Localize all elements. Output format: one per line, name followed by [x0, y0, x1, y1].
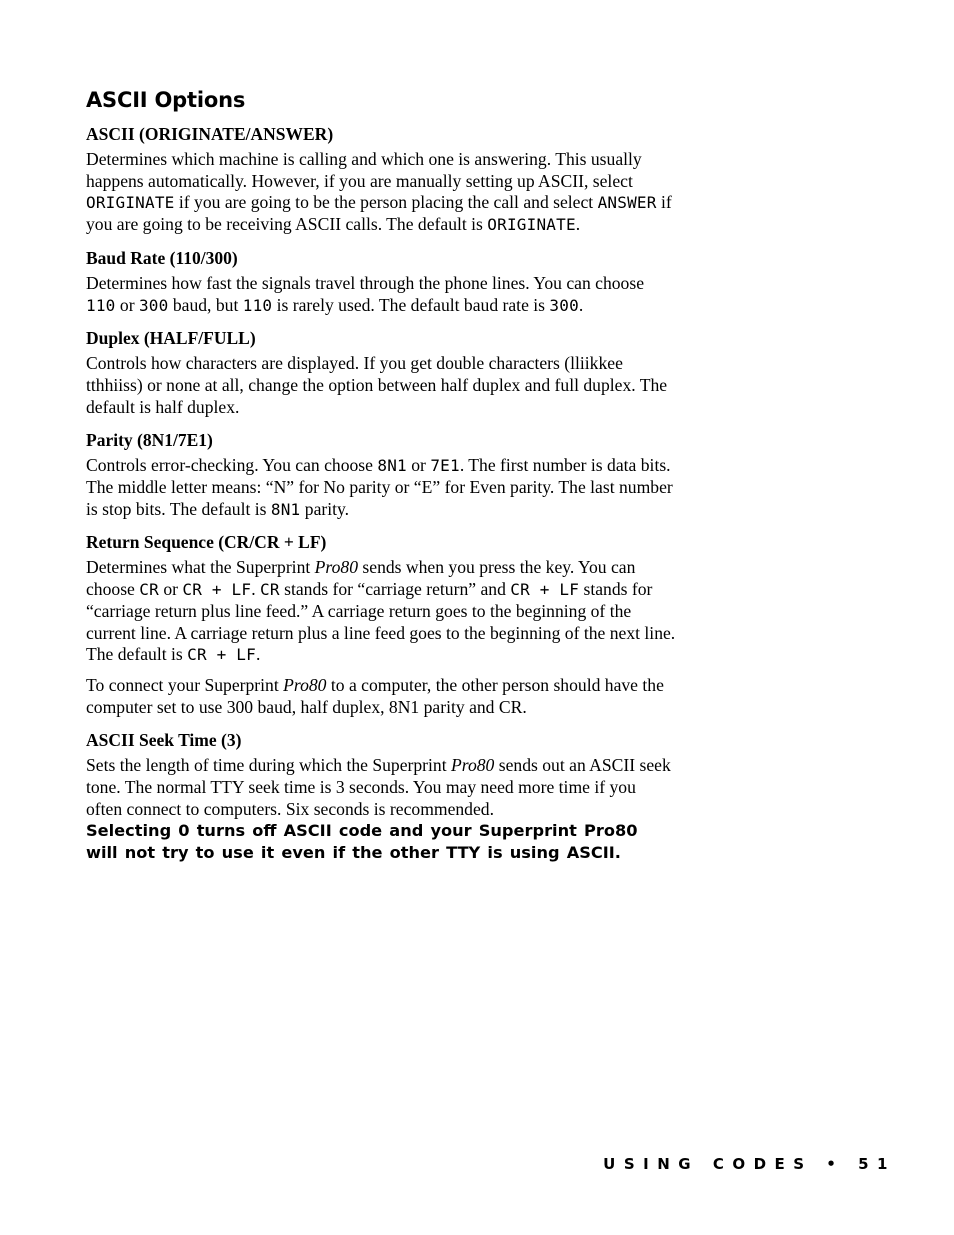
- option-code: ORIGINATE: [86, 193, 175, 213]
- section-body: Controls error-checking. You can choose 8N1 or 7E1. The first number is data bits. The middle letter means: “N” for No parity or “E” for Even parity. The last number is stop bits. The default is 8N1 parity.: [86, 455, 673, 519]
- option-code: CR: [139, 580, 159, 600]
- page-content: [86, 88, 676, 864]
- section-body: Determines which machine is calling and which one is answering. This usually happens automatically. However, if you are manually setting up ASCII, select ORIGINATE if you are going to be the person placing the call and select ANSWER if you are going to be receiving ASCII calls. The default is ORIGINATE.: [86, 149, 672, 235]
- product-name: Pro80: [451, 755, 495, 776]
- section-title: ASCII (ORIGINATE/ANSWER): [86, 124, 334, 144]
- option-code: 300: [138, 295, 169, 315]
- option-code: ORIGINATE: [487, 215, 576, 235]
- product-name: Pro80: [314, 557, 359, 578]
- option-code: ANSWER: [597, 193, 657, 213]
- section-body: Determines how fast the signals travel through the phone lines. You can choose 110 or 300 baud, but 110 is rarely used. The default baud rate is 300.: [86, 272, 644, 315]
- section-title: Baud Rate (110/300): [86, 247, 238, 268]
- option-code: 8N1: [377, 456, 407, 476]
- option-code: CR + LF: [510, 580, 580, 600]
- warning-note: Selecting 0 turns off ASCII code and your Superprint Pro80 will not try to use it even if the other TTY is using ASCII.: [86, 821, 638, 863]
- page-heading: ASCII Options: [86, 88, 246, 112]
- option-code: CR: [260, 580, 280, 600]
- section-duplex: [86, 328, 676, 418]
- section-seek-time: [86, 730, 676, 864]
- section-baud-rate: [86, 248, 676, 316]
- section-body: Sets the length of time during which the Superprint Pro80 sends out an ASCII seek tone. The normal TTY seek time is 3 seconds. You may need more time if you often connect to computers. Six seconds is recommended. Selecting 0 turns off ASCII code and your Superprint Pro80 will not try to use it even if the other TTY is using ASCII.: [86, 755, 676, 864]
- section-parity: [86, 430, 676, 520]
- option-code: 8N1: [270, 499, 301, 519]
- section-body: Determines what the Superprint Pro80 sends when you press the key. You can choose CR or CR + LF. CR stands for “carriage return” and CR + LF stands for “carriage return plus line feed.” A carriage return goes to the beginning of the current line. A carriage return plus a line feed goes to the beginning of the next line. The default is CR + LF.: [86, 557, 676, 665]
- section-body: Controls how characters are displayed. If you get double characters (lliikkee tthhiiss) or none at all, change the option between half duplex and full duplex. The default is half duplex.: [86, 353, 668, 417]
- product-name: Pro80: [283, 674, 327, 695]
- section-return-sequence: [86, 532, 676, 718]
- section-originate-answer: [86, 124, 676, 236]
- section-title: Parity (8N1/7E1): [86, 430, 213, 451]
- section-body: To connect your Superprint Pro80 to a computer, the other person should have the computer set to use 300 baud, half duplex, 8N1 parity and CR.: [86, 674, 664, 717]
- option-code: 300: [549, 295, 579, 315]
- option-code: CR + LF: [187, 645, 256, 665]
- page-footer: USING CODES • 51: [603, 1155, 896, 1173]
- option-code: 110: [86, 295, 116, 315]
- option-code: 110: [242, 295, 273, 315]
- section-title: Duplex (HALF/FULL): [86, 328, 256, 349]
- option-code: CR + LF: [182, 580, 252, 600]
- section-title: ASCII Seek Time (3): [86, 730, 242, 751]
- section-title: Return Sequence (CR/CR + LF): [86, 532, 327, 553]
- option-code: 7E1: [430, 456, 460, 476]
